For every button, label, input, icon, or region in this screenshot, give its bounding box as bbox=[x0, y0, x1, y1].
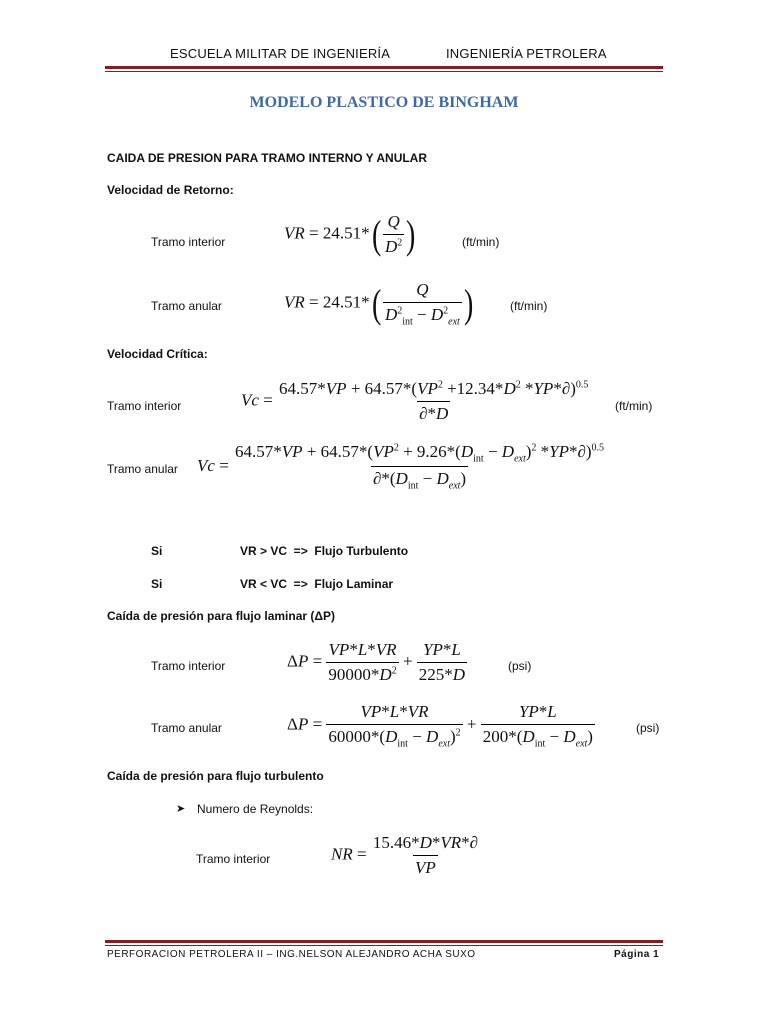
condition-si-2: Si bbox=[151, 577, 163, 591]
return-interior-unit: (ft/min) bbox=[462, 235, 500, 249]
formula-dp-laminar-annular: ΔP = $\frac{VP*L*VR}{60000*(D_{int} - D_{ext})^2}$ + $\frac{YP*L}{200*(D_{int} - D_{ext})}$ bbox=[287, 702, 593, 750]
laminar-interior-label: Tramo interior bbox=[151, 659, 226, 673]
critical-annular-label: Tramo anular bbox=[107, 462, 178, 476]
condition-si-1: Si bbox=[151, 544, 163, 558]
page-title: MODELO PLASTICO DE BINGHAM bbox=[249, 94, 519, 111]
condition-laminar: VR < VC => Flujo Laminar bbox=[240, 577, 394, 591]
formula-nr-interior: NR = $\frac{15.46*D*VR*\partial}{VP}$ bbox=[331, 833, 479, 877]
header-program: INGENIERÍA PETROLERA bbox=[446, 46, 607, 61]
laminar-heading: Caída de presión para flujo laminar (ΔP) bbox=[107, 609, 336, 623]
header-school: ESCUELA MILITAR DE INGENIERÍA bbox=[170, 46, 391, 61]
formula-vr-interior: VR = 24.51*( $\frac{Q}{D^2}$ ) bbox=[284, 211, 416, 257]
page-number: Página 1 bbox=[614, 949, 660, 960]
formula-vc-interior: Vc = $\frac{64.57*VP + 64.57*(VP^2 +12.34*D^2 *YP*\partial)^{0.5}}{\partial*D}$ bbox=[241, 379, 589, 423]
reynolds-bullet: Numero de Reynolds: bbox=[197, 802, 314, 816]
laminar-interior-unit: (psi) bbox=[508, 659, 532, 673]
header-rule-thin bbox=[105, 71, 663, 72]
footer-course: PERFORACION PETROLERA II – ING.NELSON ALEJANDRO ACHA SUXO bbox=[107, 949, 476, 960]
turbulent-heading: Caída de presión para flujo turbulento bbox=[107, 769, 324, 783]
formula-dp-laminar-interior: ΔP = $\frac{VP*L*VR}{90000*D^2}$ + $\frac{YP*L}{225*D}$ bbox=[287, 640, 466, 684]
arrow-bullet-icon: ➤ bbox=[176, 803, 186, 815]
critical-interior-unit: (ft/min) bbox=[615, 399, 653, 413]
section-heading: CAIDA DE PRESION PARA TRAMO INTERNO Y ANULAR bbox=[107, 151, 428, 165]
formula-vr-annular: VR = 24.51*( $\frac{Q}{D^2_{int} - D^2_{ext}}$ ) bbox=[284, 280, 474, 328]
condition-turbulent: VR > VC => Flujo Turbulento bbox=[240, 544, 409, 558]
laminar-annular-label: Tramo anular bbox=[151, 721, 222, 735]
header-rule bbox=[105, 66, 663, 69]
critical-interior-label: Tramo interior bbox=[107, 399, 182, 413]
turbulent-interior-label: Tramo interior bbox=[196, 852, 271, 866]
footer-rule bbox=[105, 940, 663, 943]
formula-vc-annular: Vc = $\frac{64.57*VP + 64.57*(VP^2 + 9.26*(D_{int} - D_{ext})^2 *YP*\partial)^{0.5}}{\partial*(D_{int} - D_{ext})}$ bbox=[197, 442, 605, 492]
return-annular-unit: (ft/min) bbox=[510, 299, 548, 313]
critical-velocity-heading: Velocidad Crítica: bbox=[107, 347, 208, 361]
footer-rule-thin bbox=[105, 945, 663, 946]
return-velocity-heading: Velocidad de Retorno: bbox=[107, 183, 234, 197]
return-annular-label: Tramo anular bbox=[151, 299, 222, 313]
laminar-annular-unit: (psi) bbox=[636, 721, 660, 735]
return-interior-label: Tramo interior bbox=[151, 235, 226, 249]
